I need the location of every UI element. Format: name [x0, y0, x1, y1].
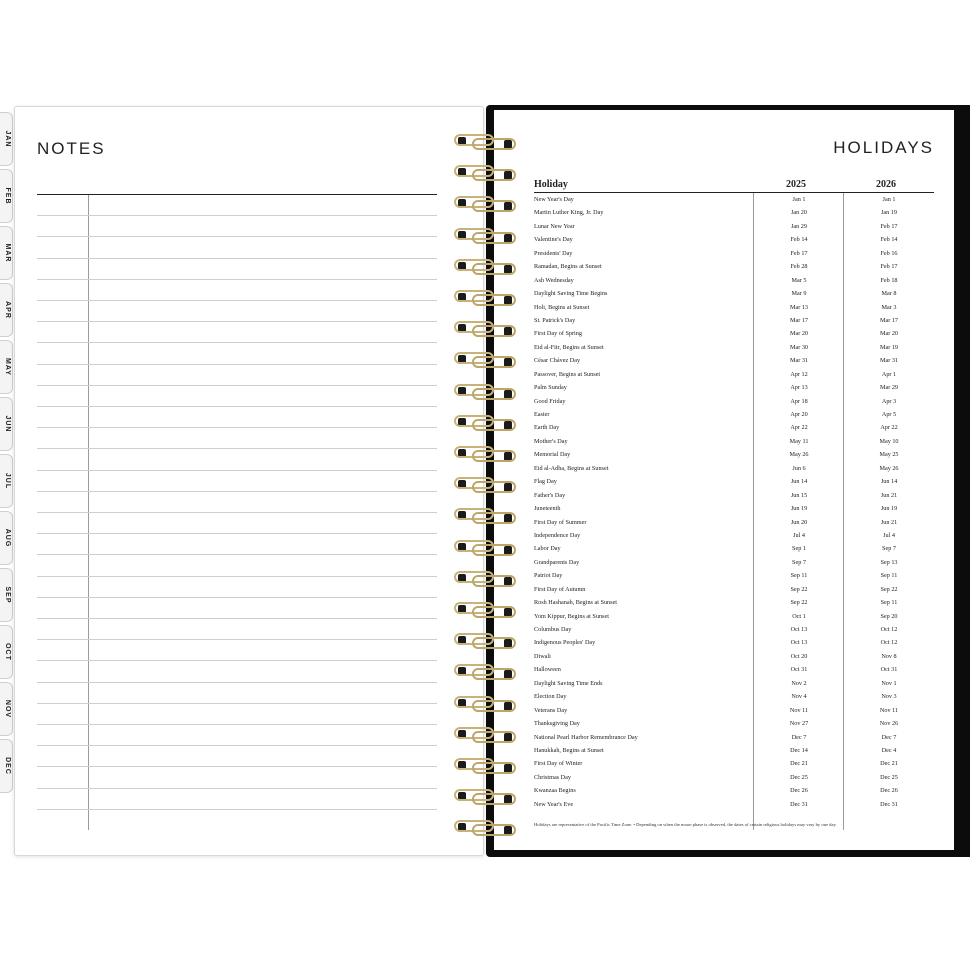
holiday-date-2025: Jul 4: [793, 531, 805, 539]
holiday-row: [534, 408, 934, 421]
holidays-title: HOLIDAYS: [833, 138, 934, 157]
holiday-date-2025: Jan 29: [791, 222, 807, 230]
holiday-name: Hanukkah, Begins at Sunset: [534, 746, 604, 754]
holiday-date-2025: Mar 13: [789, 303, 809, 311]
holiday-name: Grandparents Day: [534, 558, 580, 566]
spiral-coil: [452, 756, 518, 776]
ruled-line: [37, 639, 437, 640]
holiday-name: Yom Kippur, Begins at Sunset: [534, 612, 609, 620]
spiral-coil: [452, 538, 518, 558]
holidays-table: [534, 176, 934, 811]
holiday-name: Memorial Day: [534, 451, 571, 459]
ruled-line: [37, 427, 437, 428]
holiday-date-2026: Sep 11: [880, 572, 898, 580]
holiday-row: [534, 798, 934, 811]
holiday-date-2025: Nov 27: [789, 720, 809, 728]
holiday-date-2026: Mar 3: [881, 303, 897, 311]
holiday-date-2026: Jul 4: [883, 531, 895, 539]
month-tab[interactable]: [0, 397, 13, 451]
holiday-date-2026: Nov 8: [881, 652, 897, 660]
month-tab[interactable]: [0, 568, 13, 622]
holiday-date-2026: Dec 4: [881, 746, 897, 754]
holiday-row: [534, 583, 934, 596]
month-tab-label: MAY: [4, 358, 11, 376]
holiday-date-2026: Dec 21: [880, 760, 898, 768]
holiday-name: Patriot Day: [534, 572, 563, 580]
holiday-date-2026: Sep 7: [882, 545, 896, 553]
holiday-name: Christmas Day: [534, 773, 571, 781]
holiday-date-2026: Nov 1: [881, 679, 897, 687]
month-tab[interactable]: [0, 169, 13, 223]
wire-loop: [472, 356, 516, 368]
ruled-line: [37, 576, 437, 577]
column-header-2026: 2026: [876, 179, 896, 190]
ruled-line: [37, 385, 437, 386]
holiday-name: Easter: [534, 411, 550, 418]
holiday-name: National Pearl Harbor Remembrance Day: [534, 733, 638, 741]
holiday-date-2026: Oct 31: [880, 666, 898, 674]
month-tab[interactable]: [0, 682, 13, 736]
holiday-row: [534, 233, 934, 246]
ruled-line: [37, 236, 437, 237]
holiday-date-2026: Sep 20: [880, 612, 898, 620]
spiral-coil: [452, 600, 518, 620]
holiday-name: First Day of Autumn: [534, 585, 586, 593]
holiday-date-2025: Dec 31: [790, 800, 808, 808]
holiday-date-2026: Mar 17: [879, 316, 899, 324]
month-tab-label: SEP: [4, 586, 11, 604]
wire-loop: [472, 232, 516, 244]
wire-loop: [472, 138, 516, 150]
holidays-page: [494, 110, 954, 850]
holiday-date-2025: Apr 20: [790, 411, 808, 418]
spiral-coil: [452, 787, 518, 807]
holiday-date-2026: Dec 7: [881, 733, 897, 741]
holiday-row: [534, 542, 934, 555]
holiday-date-2025: Feb 14: [790, 236, 808, 244]
holiday-date-2025: Nov 4: [791, 693, 807, 701]
spiral-coil: [452, 569, 518, 589]
holiday-date-2025: Feb 28: [790, 263, 808, 271]
holiday-name: Good Friday: [534, 397, 566, 405]
holiday-date-2025: Mar 5: [791, 276, 807, 284]
holiday-row: [534, 529, 934, 542]
holiday-name: Eid al-Adha, Begins at Sunset: [534, 464, 609, 472]
holiday-name: Martin Luther King, Jr. Day: [534, 209, 604, 217]
holiday-row: [534, 287, 934, 300]
holiday-date-2026: Nov 11: [879, 706, 899, 714]
holiday-date-2026: Feb 18: [880, 276, 898, 284]
holiday-date-2025: Sep 22: [790, 585, 808, 593]
holiday-row: [534, 274, 934, 287]
holiday-name: New Year's Eve: [534, 800, 574, 808]
notes-page: [14, 106, 484, 856]
holiday-row: [534, 771, 934, 784]
ruled-line: [37, 809, 437, 810]
wire-loop: [472, 824, 516, 836]
wire-loop: [472, 419, 516, 431]
holiday-date-2025: Nov 11: [789, 706, 809, 714]
month-tab-label: JUN: [4, 415, 11, 433]
wire-loop: [472, 169, 516, 181]
holiday-date-2026: Jan 1: [882, 196, 896, 203]
holiday-name: Diwali: [534, 652, 551, 660]
spiral-coil: [452, 475, 518, 495]
spiral-coil: [452, 631, 518, 651]
holiday-date-2026: Oct 12: [880, 626, 898, 633]
holiday-row: [534, 260, 934, 273]
spiral-coil: [452, 662, 518, 682]
holiday-name: Flag Day: [534, 478, 557, 486]
spiral-coil: [452, 226, 518, 246]
month-tab-label: MAR: [4, 243, 11, 263]
holiday-date-2025: Jun 14: [790, 478, 808, 486]
ruled-line: [37, 321, 437, 322]
month-tab-label: NOV: [4, 699, 11, 719]
wire-loop: [472, 668, 516, 680]
holiday-row: [534, 314, 934, 327]
holiday-date-2025: Dec 7: [791, 733, 807, 741]
holiday-date-2026: Nov 26: [879, 720, 899, 728]
holiday-name: Labor Day: [534, 545, 561, 553]
spiral-coil: [452, 319, 518, 339]
holiday-row: [534, 663, 934, 676]
holiday-date-2025: Oct 13: [790, 626, 808, 633]
holiday-name: Veterans Day: [534, 706, 568, 714]
wire-loop: [472, 388, 516, 400]
holiday-name: Juneteenth: [534, 505, 561, 513]
holiday-name: César Chávez Day: [534, 357, 581, 365]
notes-ruled-area: [37, 194, 437, 837]
holiday-date-2026: Feb 17: [880, 222, 898, 230]
holiday-name: Lunar New Year: [534, 222, 575, 230]
column-header-holiday: Holiday: [534, 179, 568, 190]
holidays-rows: [534, 193, 934, 811]
holiday-date-2025: Mar 30: [789, 343, 809, 351]
holiday-row: [534, 757, 934, 770]
holiday-name: Kwanzaa Begins: [534, 787, 576, 795]
holidays-table-header: [534, 176, 934, 193]
wire-loop: [472, 575, 516, 587]
spiral-coil: [452, 413, 518, 433]
holiday-date-2025: Jun 6: [792, 464, 806, 472]
ruled-line: [37, 491, 437, 492]
holiday-date-2025: Sep 22: [790, 599, 808, 607]
holiday-date-2026: Apr 3: [881, 397, 897, 405]
holiday-name: Independence Day: [534, 531, 581, 539]
ruled-line: [37, 406, 437, 407]
ruled-line: [37, 618, 437, 619]
holiday-name: Indigenous Peoples' Day: [534, 639, 596, 647]
holiday-date-2025: Dec 21: [790, 760, 808, 768]
ruled-line: [37, 470, 437, 471]
wire-loop: [472, 606, 516, 618]
wire-loop: [472, 544, 516, 556]
holiday-name: Daylight Saving Time Begins: [534, 290, 608, 298]
holiday-row: [534, 623, 934, 636]
holiday-row: [534, 421, 934, 434]
month-tab[interactable]: [0, 112, 13, 166]
wire-loop: [472, 731, 516, 743]
holiday-date-2026: Jun 21: [880, 518, 898, 526]
holiday-row: [534, 435, 934, 448]
wire-loop: [472, 294, 516, 306]
holiday-name: Ramadan, Begins at Sunset: [534, 263, 602, 271]
holiday-row: [534, 650, 934, 663]
holiday-row: [534, 193, 934, 206]
holiday-name: Father's Day: [534, 491, 566, 499]
spiral-coil: [452, 350, 518, 370]
holiday-date-2025: Sep 7: [792, 558, 806, 566]
holiday-date-2025: Dec 26: [790, 787, 808, 795]
holiday-date-2025: Sep 11: [790, 572, 808, 580]
month-tab[interactable]: [0, 511, 13, 565]
holiday-row: [534, 206, 934, 219]
wire-loop: [472, 481, 516, 493]
holiday-row: [534, 489, 934, 502]
spiral-coil: [452, 818, 518, 838]
holiday-date-2026: Feb 16: [880, 249, 898, 257]
wire-loop: [472, 762, 516, 774]
ruled-line: [37, 300, 437, 301]
month-tab-label: JUL: [4, 472, 11, 490]
spiral-coil: [452, 194, 518, 214]
holiday-row: [534, 475, 934, 488]
holiday-date-2026: Jun 21: [880, 491, 898, 499]
holiday-row: [534, 569, 934, 582]
holiday-name: Mother's Day: [534, 437, 568, 445]
holiday-date-2025: Sep 1: [792, 545, 806, 553]
holiday-date-2026: Apr 22: [880, 424, 898, 432]
ruled-line: [37, 215, 437, 216]
holiday-date-2026: Apr 5: [881, 411, 897, 418]
holiday-name: Valentine's Day: [534, 236, 573, 244]
holiday-name: First Day of Summer: [534, 518, 587, 526]
holiday-name: First Day of Spring: [534, 330, 582, 338]
holiday-date-2026: May 25: [879, 451, 899, 459]
holiday-name: Thanksgiving Day: [534, 720, 580, 728]
holiday-row: [534, 301, 934, 314]
holiday-row: [534, 610, 934, 623]
holiday-row: [534, 395, 934, 408]
holiday-name: New Year's Day: [534, 196, 574, 203]
holiday-date-2026: May 26: [879, 464, 899, 472]
holiday-date-2025: Jun 15: [790, 491, 808, 499]
holiday-date-2026: Dec 31: [880, 800, 898, 808]
holiday-date-2025: Oct 31: [790, 666, 808, 674]
holiday-date-2025: Jun 19: [790, 505, 808, 513]
wire-loop: [472, 512, 516, 524]
holiday-date-2025: Dec 14: [790, 746, 808, 754]
spiral-coil: [452, 694, 518, 714]
holiday-date-2025: Mar 17: [789, 316, 809, 324]
holiday-date-2025: Jun 20: [790, 518, 808, 526]
holiday-date-2025: Apr 12: [790, 370, 808, 378]
ruled-line: [37, 766, 437, 767]
holiday-name: Passover, Begins at Sunset: [534, 370, 601, 378]
spiral-coil: [452, 288, 518, 308]
holiday-date-2025: Feb 17: [790, 249, 808, 257]
holiday-date-2025: Apr 13: [790, 384, 808, 392]
holiday-row: [534, 690, 934, 703]
holiday-row: [534, 368, 934, 381]
wire-loop: [472, 637, 516, 649]
month-tab-label: FEB: [4, 187, 11, 205]
month-tab[interactable]: [0, 283, 13, 337]
holiday-date-2025: Jan 20: [791, 209, 807, 217]
wire-loop: [472, 263, 516, 275]
holiday-date-2026: Nov 3: [881, 693, 897, 701]
month-tab[interactable]: [0, 226, 13, 280]
holiday-date-2026: May 10: [879, 437, 899, 445]
holiday-date-2025: Oct 20: [790, 652, 808, 660]
month-tab-label: APR: [4, 301, 11, 319]
holiday-row: [534, 744, 934, 757]
holiday-date-2025: Jan 1: [792, 196, 806, 203]
holiday-date-2026: Apr 1: [881, 370, 897, 378]
holiday-date-2025: Apr 22: [790, 424, 808, 432]
month-tab[interactable]: [0, 340, 13, 394]
holiday-row: [534, 502, 934, 515]
holiday-row: [534, 381, 934, 394]
holiday-name: Ash Wednesday: [534, 276, 574, 284]
holiday-date-2026: Feb 14: [880, 236, 898, 244]
holiday-name: Rosh Hashanah, Begins at Sunset: [534, 599, 618, 607]
holiday-row: [534, 516, 934, 529]
month-tab[interactable]: [0, 454, 13, 508]
holiday-name: St. Patrick's Day: [534, 316, 576, 324]
month-tab-label: DEC: [4, 757, 11, 775]
ruled-line: [37, 364, 437, 365]
spiral-coil: [452, 163, 518, 183]
holiday-date-2026: Mar 8: [881, 290, 897, 298]
wire-loop: [472, 793, 516, 805]
holiday-name: First Day of Winter: [534, 760, 583, 768]
wire-loop: [472, 700, 516, 712]
holiday-date-2025: Apr 18: [790, 397, 808, 405]
holiday-date-2025: Nov 2: [791, 679, 807, 687]
holiday-date-2025: Oct 13: [790, 639, 808, 647]
holiday-row: [534, 731, 934, 744]
holiday-row: [534, 784, 934, 797]
holiday-date-2025: Mar 9: [791, 290, 807, 298]
holidays-footnote: Holidays are representative of the Pacific Time Zone. • Depending on when the moon phase is observed, the dates of certain religious holidays may vary by one day.: [534, 822, 837, 827]
holiday-name: Election Day: [534, 693, 567, 701]
holiday-date-2026: Mar 19: [879, 343, 899, 351]
ruled-line: [37, 258, 437, 259]
ruled-line: [37, 660, 437, 661]
holiday-date-2026: Sep 13: [880, 558, 898, 566]
holiday-date-2026: Dec 25: [880, 773, 898, 781]
month-tab-label: AUG: [4, 528, 11, 548]
holiday-date-2026: Jun 14: [880, 478, 898, 486]
spiral-coil: [452, 132, 518, 152]
notes-title: NOTES: [37, 139, 106, 158]
holiday-name: Columbus Day: [534, 626, 572, 633]
holiday-date-2026: Jan 19: [881, 209, 897, 217]
spiral-coil: [452, 444, 518, 464]
holiday-date-2026: Sep 11: [880, 599, 898, 607]
ruled-line: [37, 448, 437, 449]
holiday-date-2025: Dec 25: [790, 773, 808, 781]
holiday-date-2025: Mar 31: [789, 357, 809, 365]
holiday-date-2025: Mar 20: [789, 330, 809, 338]
ruled-line: [37, 279, 437, 280]
month-tab-label: OCT: [4, 643, 11, 661]
ruled-line: [37, 745, 437, 746]
spiral-coil: [452, 257, 518, 277]
month-tab-label: JAN: [4, 130, 11, 148]
holiday-row: [534, 327, 934, 340]
ruled-line: [37, 533, 437, 534]
column-header-2025: 2025: [786, 179, 806, 190]
holiday-date-2026: Mar 31: [879, 357, 899, 365]
holiday-date-2026: Oct 12: [880, 639, 898, 647]
holiday-date-2026: Dec 26: [880, 787, 898, 795]
ruled-line: [37, 724, 437, 725]
holiday-row: [534, 448, 934, 461]
holiday-date-2025: Oct 1: [792, 612, 806, 620]
wire-loop: [472, 200, 516, 212]
holiday-date-2025: May 11: [789, 437, 809, 445]
spiral-coil: [452, 382, 518, 402]
wire-loop: [472, 325, 516, 337]
ruled-line: [37, 554, 437, 555]
wire-loop: [472, 450, 516, 462]
holiday-name: Holi, Begins at Sunset: [534, 303, 590, 311]
holiday-date-2026: Sep 22: [880, 585, 898, 593]
holiday-row: [534, 677, 934, 690]
holiday-name: Daylight Saving Time Ends: [534, 679, 603, 687]
holiday-name: Eid al-Fitr, Begins at Sunset: [534, 343, 604, 351]
month-tabs: [0, 110, 14, 840]
ruled-line: [37, 194, 437, 195]
ruled-line: [37, 342, 437, 343]
holiday-date-2026: Jun 19: [880, 505, 898, 513]
month-tab[interactable]: [0, 739, 13, 793]
holiday-row: [534, 556, 934, 569]
spiral-coil: [452, 725, 518, 745]
holiday-date-2025: May 26: [789, 451, 809, 459]
holiday-row: [534, 341, 934, 354]
spiral-coil: [452, 506, 518, 526]
ruled-line: [37, 788, 437, 789]
holiday-row: [534, 704, 934, 717]
ruled-line: [37, 682, 437, 683]
holiday-row: [534, 636, 934, 649]
holiday-name: Earth Day: [534, 424, 560, 432]
holiday-row: [534, 220, 934, 233]
holiday-name: Halloween: [534, 666, 561, 674]
holiday-date-2026: Mar 29: [879, 384, 899, 392]
ruled-line: [37, 703, 437, 704]
holiday-row: [534, 462, 934, 475]
holiday-row: [534, 247, 934, 260]
holiday-date-2026: Mar 20: [879, 330, 899, 338]
ruled-line: [37, 512, 437, 513]
month-tab[interactable]: [0, 625, 13, 679]
holiday-row: [534, 354, 934, 367]
spiral-binding: [452, 128, 520, 843]
holiday-name: Presidents' Day: [534, 249, 573, 257]
holiday-date-2026: Feb 17: [880, 263, 898, 271]
holiday-name: Palm Sunday: [534, 384, 567, 392]
ruled-line: [37, 597, 437, 598]
holiday-row: [534, 596, 934, 609]
holiday-row: [534, 717, 934, 730]
